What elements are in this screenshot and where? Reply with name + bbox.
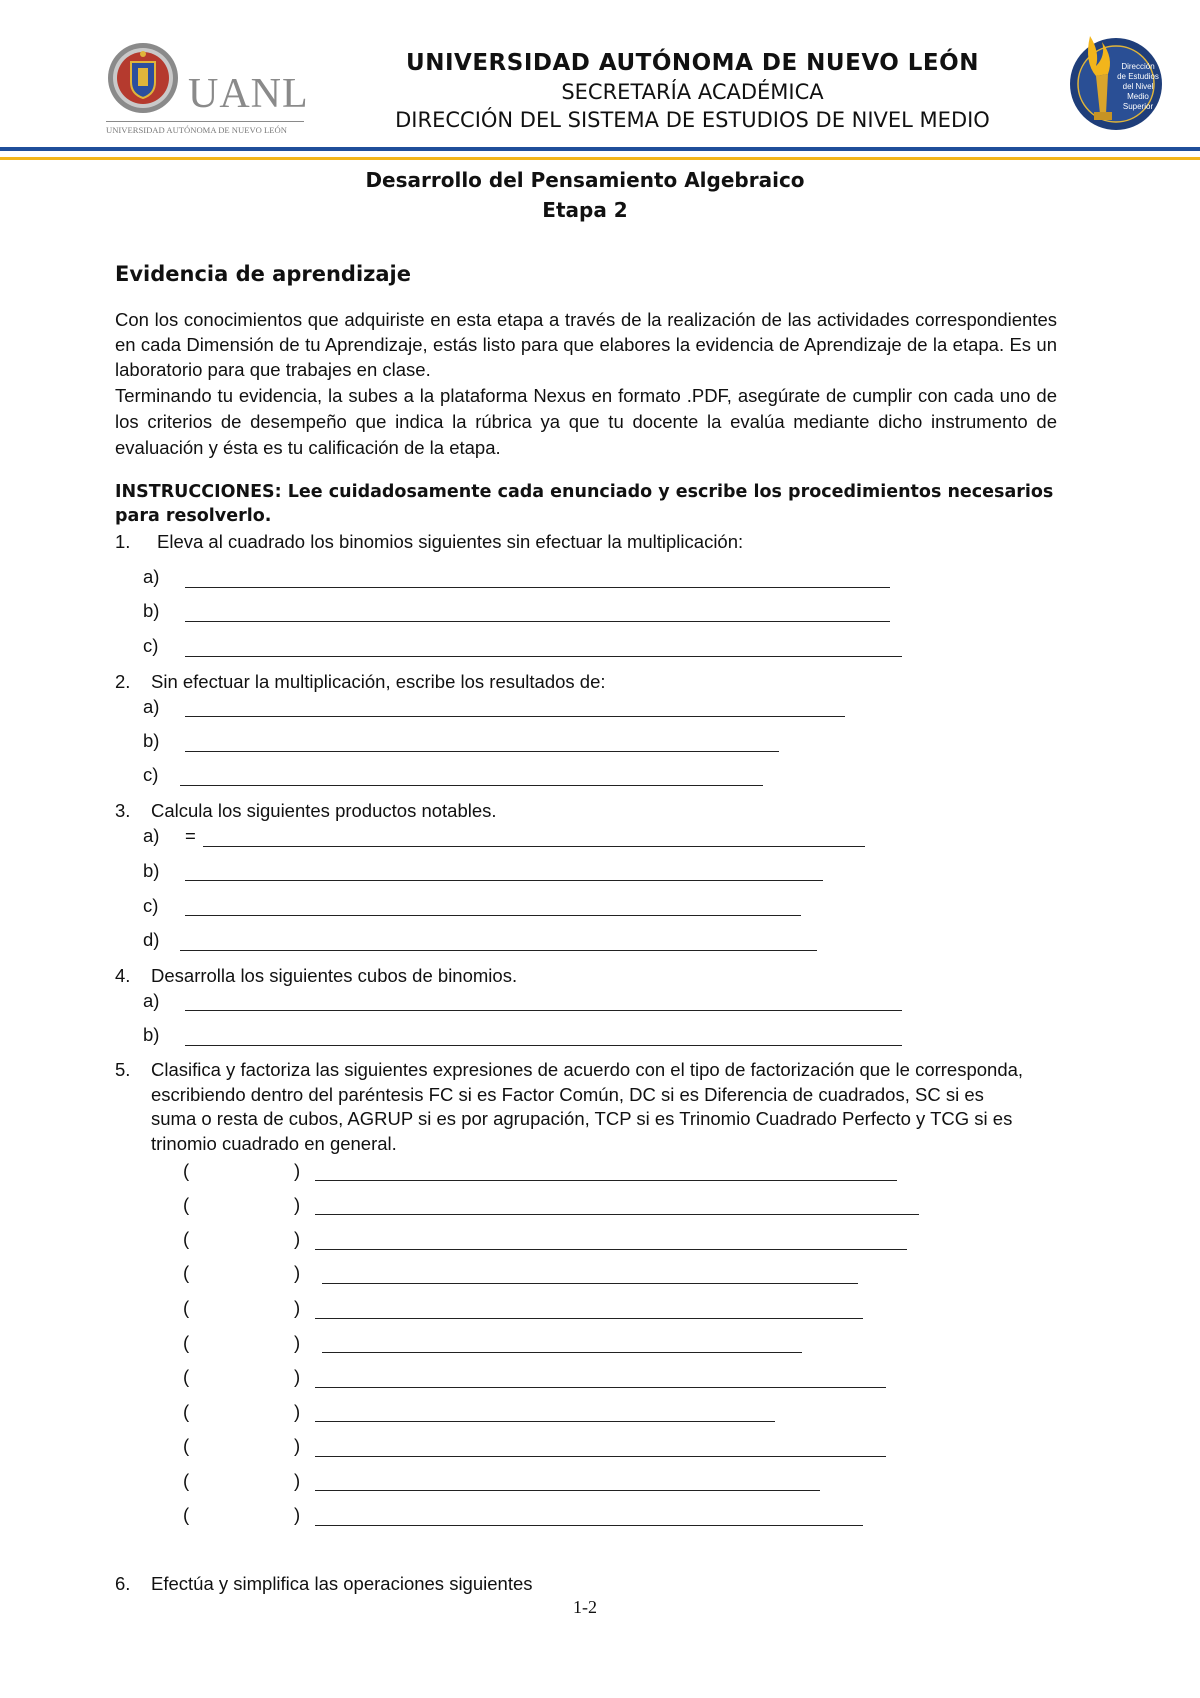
section-heading: Evidencia de aprendizaje — [115, 262, 411, 286]
q5-paren-close: ) — [294, 1262, 301, 1283]
document-stage: Etapa 2 — [542, 198, 628, 222]
q1-answer-line[interactable] — [185, 621, 890, 622]
q4-item-label: b) — [143, 1024, 160, 1045]
q5-paren-close: ) — [294, 1366, 301, 1387]
q5-answer-line[interactable] — [315, 1318, 863, 1319]
q2-number: 2. — [115, 671, 131, 692]
q5-answer-line[interactable] — [315, 1214, 919, 1215]
secretary-name: SECRETARÍA ACADÉMICA — [561, 80, 824, 104]
uanl-logo-text: UANL — [188, 71, 309, 117]
q2-answer-line[interactable] — [185, 716, 845, 717]
q1-item-label: b) — [143, 600, 160, 621]
q3-item-label: c) — [143, 895, 159, 916]
q5-text: Clasifica y factoriza las siguientes expresiones de acuerdo con el tipo de factorización que le corresponda, escribiendo dentro del paréntesis FC si es Factor Común, DC si es Diferencia de cuadrados, SC si es suma o resta de cubos, AGRUP si es por agrupación, TCP si es Trinomio Cuadrado Perfecto y TCG si es trinomio cuadrado en general. — [151, 1059, 1024, 1154]
university-name: UNIVERSIDAD AUTÓNOMA DE NUEVO LEÓN — [406, 50, 979, 76]
q5-paren-close: ) — [294, 1160, 301, 1181]
q3-text: Calcula los siguientes productos notables. — [151, 800, 497, 821]
q1-answer-line[interactable] — [185, 656, 902, 657]
q3-item-label: b) — [143, 860, 160, 881]
q5-paren-open: ( — [183, 1366, 190, 1387]
submission-paragraph: Terminando tu evidencia, la subes a la plataforma Nexus en formato .PDF, asegúrate de cumplir con cada uno de los criterios de desempeño que indica la rúbrica ya que tu docente la evalúa mediante dicho instrumento de evaluación y ésta es tu calificación de la etapa. — [115, 385, 1057, 458]
q4-answer-line[interactable] — [185, 1045, 902, 1046]
q5-paren-close: ) — [294, 1504, 301, 1525]
header-rule-blue — [0, 147, 1200, 151]
q5-answer-line[interactable] — [315, 1456, 886, 1457]
q6-text: Efectúa y simplifica las operaciones siguientes — [151, 1573, 533, 1594]
q5-paren-close: ) — [294, 1228, 301, 1249]
q5-paren-open: ( — [183, 1435, 190, 1456]
q5-paren-open: ( — [183, 1470, 190, 1491]
document-title: Desarrollo del Pensamiento Algebraico — [365, 168, 805, 192]
q2-item-label: a) — [143, 696, 160, 717]
q4-answer-line[interactable] — [185, 1010, 902, 1011]
q5-paren-close: ) — [294, 1435, 301, 1456]
q3-item-label: a) — [143, 825, 160, 846]
q1-text: Eleva al cuadrado los binomios siguientes sin efectuar la multiplicación: — [157, 531, 744, 552]
q2-answer-line[interactable] — [185, 751, 779, 752]
q2-answer-line[interactable] — [180, 785, 763, 786]
q4-text: Desarrolla los siguientes cubos de binomios. — [151, 965, 518, 986]
q5-paren-close: ) — [294, 1194, 301, 1215]
q5-paren-open: ( — [183, 1504, 190, 1525]
q5-answer-line[interactable] — [315, 1421, 775, 1422]
q5-paren-open: ( — [183, 1194, 190, 1215]
q5-answer-line[interactable] — [315, 1525, 863, 1526]
q3-item-label: d) — [143, 929, 160, 950]
q3-answer-line[interactable] — [185, 880, 823, 881]
q1-answer-line[interactable] — [185, 587, 890, 588]
q5-answer-line[interactable] — [315, 1387, 886, 1388]
q5-paren-open: ( — [183, 1297, 190, 1318]
q5-number: 5. — [115, 1059, 131, 1080]
q5-answer-line[interactable] — [322, 1283, 858, 1284]
page-number: 1-2 — [573, 1597, 597, 1617]
q3-answer-line[interactable] — [185, 915, 801, 916]
q5-paren-close: ) — [294, 1332, 301, 1353]
q3-answer-line[interactable] — [203, 846, 865, 847]
q5-paren-close: ) — [294, 1401, 301, 1422]
direction-name: DIRECCIÓN DEL SISTEMA DE ESTUDIOS DE NIVEL MEDIO — [395, 108, 990, 132]
q5-answer-line[interactable] — [315, 1180, 897, 1181]
q2-text: Sin efectuar la multiplicación, escribe los resultados de: — [151, 671, 606, 692]
q5-answer-line[interactable] — [315, 1490, 820, 1491]
q1-number: 1. — [115, 531, 131, 552]
q1-item-label: a) — [143, 566, 160, 587]
uanl-logo-caption: UNIVERSIDAD AUTÓNOMA DE NUEVO LEÓN — [106, 125, 287, 135]
q5-paren-close: ) — [294, 1297, 301, 1318]
q5-paren-open: ( — [183, 1401, 190, 1422]
q2-item-label: b) — [143, 730, 160, 751]
q5-paren-close: ) — [294, 1470, 301, 1491]
instructions: INSTRUCCIONES: Lee cuidadosamente cada enunciado y escribe los procedimientos necesarios para resolverlo. — [115, 482, 1054, 526]
header-rule-gold — [0, 157, 1200, 160]
q1-item-label: c) — [143, 635, 159, 656]
q6-number: 6. — [115, 1573, 131, 1594]
q3-answer-line[interactable] — [180, 950, 817, 951]
q5-paren-open: ( — [183, 1332, 190, 1353]
q4-number: 4. — [115, 965, 131, 986]
q3-number: 3. — [115, 800, 131, 821]
q5-answer-line[interactable] — [315, 1249, 907, 1250]
dsenms-logo-text: Dirección de Estudios del Nivel Medio Superior — [1117, 62, 1159, 111]
q5-paren-open: ( — [183, 1228, 190, 1249]
q5-paren-open: ( — [183, 1160, 190, 1181]
q2-item-label: c) — [143, 764, 159, 785]
q5-answer-line[interactable] — [322, 1352, 802, 1353]
q4-item-label: a) — [143, 990, 160, 1011]
q3-equals-sign: = — [185, 825, 196, 846]
q5-paren-open: ( — [183, 1262, 190, 1283]
intro-paragraph: Con los conocimientos que adquiriste en esta etapa a través de la realización de las actividades correspondientes en cada Dimensión de tu Aprendizaje, estás listo para que elabores la evidencia de Aprendizaje de la etapa. Es un laboratorio para que trabajes en clase. — [115, 309, 1057, 380]
